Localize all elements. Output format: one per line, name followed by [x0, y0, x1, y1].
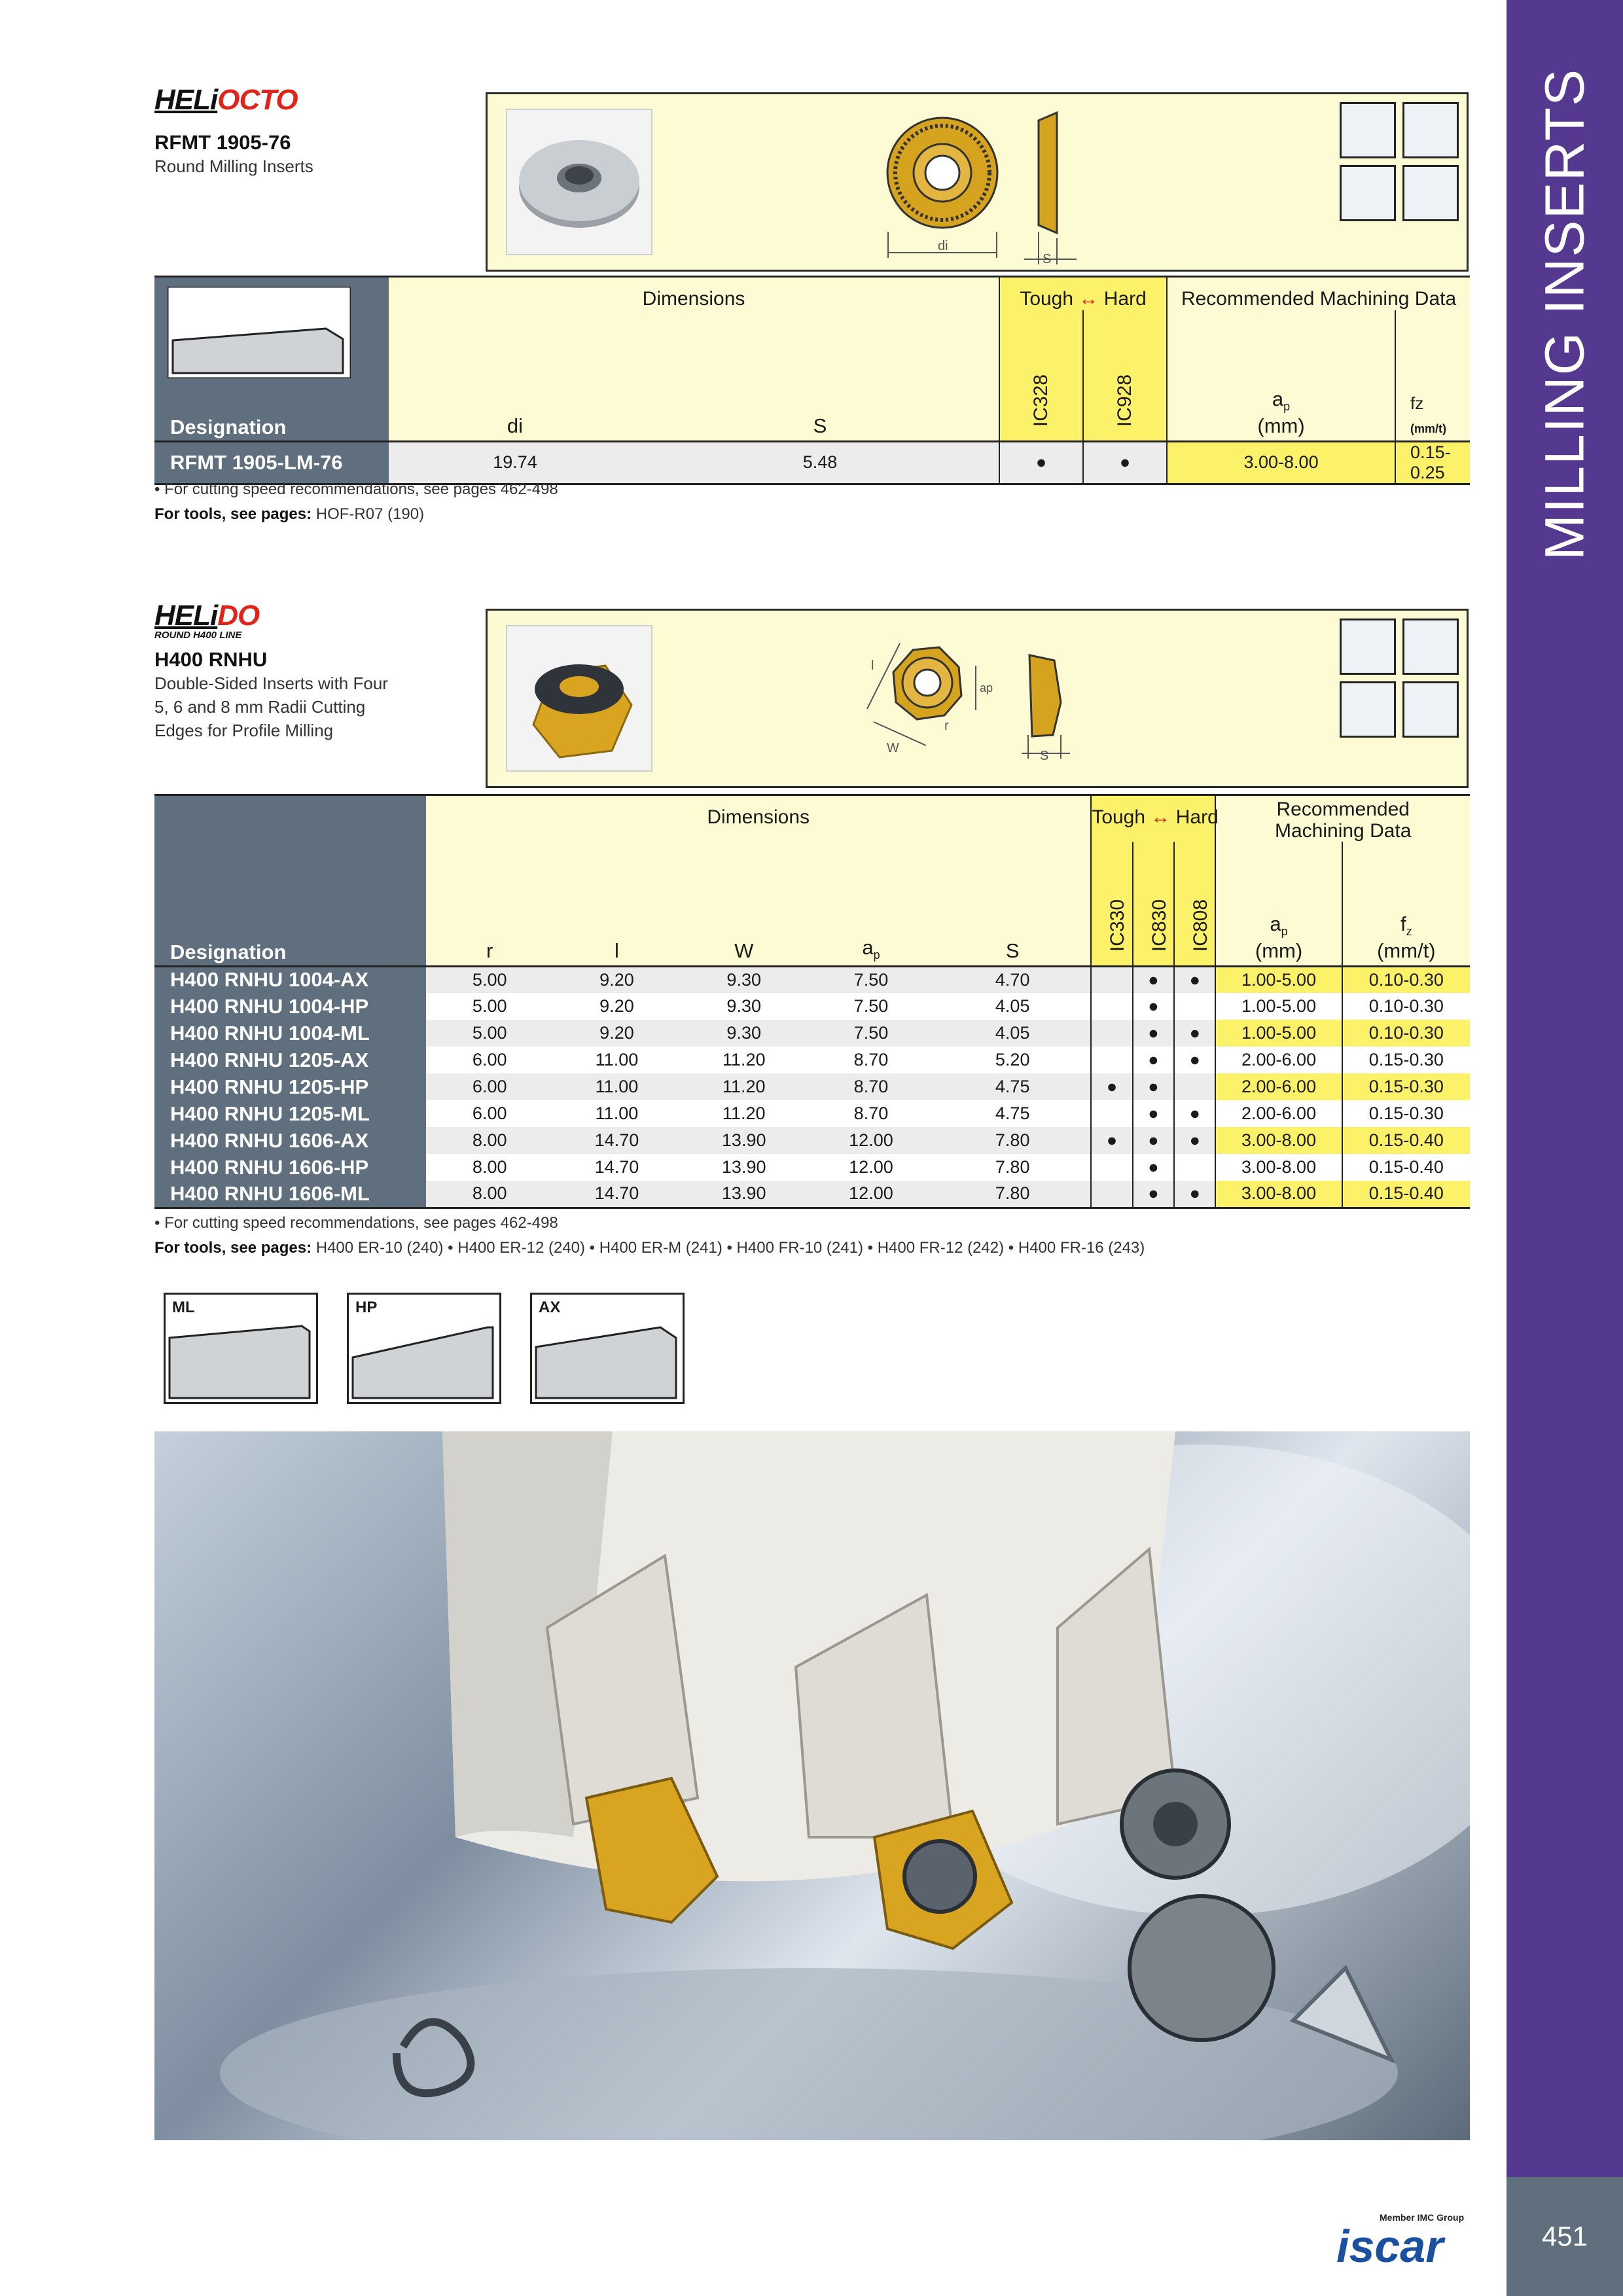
- tools-reference: For tools, see pages: HOF-R07 (190): [154, 505, 425, 523]
- grade-ic808: IC808: [1174, 842, 1215, 966]
- cell-fz: 0.10-0.30: [1342, 993, 1470, 1020]
- cell-r: 5.00: [426, 1020, 553, 1047]
- product-code: RFMT 1905-76: [154, 131, 291, 154]
- machining-data-header: Recommended Machining Data: [1167, 277, 1470, 311]
- col-fz: $f_z$ (mm/t): [1342, 842, 1470, 966]
- col-fz: fz (mm/t): [1395, 310, 1470, 441]
- toughness-scale-header: Tough ↔ Hard: [1091, 795, 1215, 842]
- cell-rap: 3.00-8.00: [1215, 1127, 1342, 1154]
- insert-picture-panel: [486, 609, 1469, 788]
- table-row: [154, 1127, 1470, 1154]
- cell-l: 14.70: [553, 1154, 680, 1181]
- col-r: r: [426, 842, 553, 966]
- cell-r: 6.00: [426, 1073, 553, 1100]
- cell-g2: ●: [1133, 1127, 1174, 1154]
- cell-designation: H400 RNHU 1004-ML: [154, 1020, 426, 1047]
- cell-fz: 0.15-0.30: [1342, 1100, 1470, 1127]
- col-di: di: [389, 310, 641, 441]
- face-milling-application-icon: [1340, 681, 1396, 738]
- cell-s: 4.75: [935, 1073, 1091, 1100]
- cell-rap: 3.00-8.00: [1215, 1181, 1342, 1208]
- cell-g2: ●: [1133, 1181, 1174, 1208]
- cell-g1: ●: [1091, 1073, 1132, 1100]
- col-ap: $a_p$ (mm): [1167, 310, 1395, 441]
- cell-fz: 0.10-0.30: [1342, 1020, 1470, 1047]
- cell-ap: 7.50: [808, 993, 935, 1020]
- cell-s: 4.75: [935, 1100, 1091, 1127]
- table-row: [154, 1047, 1470, 1073]
- cell-g1: [1091, 1154, 1132, 1181]
- cell-l: 9.20: [553, 993, 680, 1020]
- cell-g3: [1174, 1154, 1215, 1181]
- cell-g2: ●: [1133, 1154, 1174, 1181]
- cell-g1: [1091, 1020, 1132, 1047]
- svg-text:S: S: [1040, 749, 1049, 763]
- cell-designation: H400 RNHU 1004-AX: [154, 966, 426, 993]
- cell-rap: 2.00-6.00: [1215, 1100, 1342, 1127]
- cell-rap: 2.00-6.00: [1215, 1047, 1342, 1073]
- cell-w: 13.90: [681, 1181, 808, 1208]
- insert-technical-drawing: [867, 107, 1116, 264]
- cell-designation: H400 RNHU 1205-HP: [154, 1073, 426, 1100]
- machining-data-header: Recommended Machining Data: [1215, 795, 1470, 842]
- cell-l: 14.70: [553, 1181, 680, 1208]
- cell-designation: H400 RNHU 1606-ML: [154, 1181, 426, 1208]
- designation-header: Designation: [154, 795, 426, 967]
- rfmt-spec-table: [154, 276, 1470, 485]
- cell-l: 9.20: [553, 1020, 680, 1047]
- cutting-speed-note: • For cutting speed recommendations, see pages 462-498: [154, 480, 558, 498]
- table-row: [154, 1020, 1470, 1047]
- section-title: MILLING INSERTS: [1533, 68, 1596, 560]
- profile-ml: ML: [164, 1293, 318, 1404]
- cell-r: 5.00: [426, 993, 553, 1020]
- brand-helido-logo: HELiDO: [154, 600, 260, 632]
- cell-g3: ●: [1174, 1127, 1215, 1154]
- cell-g1: [1091, 966, 1132, 993]
- cell-g2: ●: [1133, 966, 1174, 993]
- cell-r: 8.00: [426, 1181, 553, 1208]
- cell-fz: 0.15-0.30: [1342, 1047, 1470, 1073]
- cell-ap: 12.00: [808, 1127, 935, 1154]
- cell-fz: 0.15-0.40: [1342, 1154, 1470, 1181]
- cutting-speed-note: • For cutting speed recommendations, see pages 462-498: [154, 1214, 558, 1232]
- svg-text:S: S: [1043, 252, 1052, 264]
- cell-g2: ●: [1133, 1073, 1174, 1100]
- cell-r: 8.00: [426, 1154, 553, 1181]
- cell-g3: ●: [1174, 1181, 1215, 1208]
- table-row: [154, 1100, 1470, 1127]
- svg-text:ap: ap: [980, 681, 993, 694]
- cell-rap: 1.00-5.00: [1215, 993, 1342, 1020]
- insert-photo: [506, 625, 652, 772]
- cell-r: 5.00: [426, 966, 553, 993]
- table-row: [154, 993, 1470, 1020]
- table-row: [154, 966, 1470, 993]
- cell-r: 6.00: [426, 1047, 553, 1073]
- cell-ap: 7.50: [808, 966, 935, 993]
- svg-text:r: r: [944, 719, 949, 733]
- col-ap: $a_p$ (mm): [1215, 842, 1342, 966]
- cell-l: 11.00: [553, 1047, 680, 1073]
- page-number: 451: [1507, 2177, 1623, 2296]
- cell-l: 11.00: [553, 1073, 680, 1100]
- insert-photo: [506, 109, 652, 255]
- svg-text:W: W: [887, 741, 899, 755]
- cell-g3: ●: [1174, 1100, 1215, 1127]
- cell-ap: 8.70: [808, 1100, 935, 1127]
- grade-ic330: IC330: [1091, 842, 1132, 966]
- cell-g3: ●: [1174, 1047, 1215, 1073]
- table-row: [154, 1154, 1470, 1181]
- profile-drawing-icon: [168, 287, 351, 378]
- cell-s: 7.80: [935, 1154, 1091, 1181]
- cell-w: 11.20: [681, 1047, 808, 1073]
- cell-s: 4.05: [935, 1020, 1091, 1047]
- cell-designation: H400 RNHU 1205-AX: [154, 1047, 426, 1073]
- cell-w: 11.20: [681, 1073, 808, 1100]
- h400-rows: [154, 966, 1470, 1208]
- cell-s: 4.05: [935, 993, 1091, 1020]
- cell-s: 7.80: [935, 1127, 1091, 1154]
- dimensions-header: Dimensions: [389, 277, 999, 311]
- table-row: [154, 1073, 1470, 1100]
- face-milling-application-icon: [1402, 102, 1459, 158]
- product-description: Double-Sided Inserts with Four 5, 6 and 8 mm Radii Cutting Edges for Profile Milling: [154, 673, 388, 740]
- cell-designation: H400 RNHU 1004-HP: [154, 993, 426, 1020]
- cell-w: 9.30: [681, 966, 808, 993]
- profile-ax: AX: [530, 1293, 685, 1404]
- cell-s: 5.20: [935, 1047, 1091, 1073]
- cell-fz: 0.15-0.30: [1342, 1073, 1470, 1100]
- cell-rap: 2.00-6.00: [1215, 1073, 1342, 1100]
- cell-g2: ●: [1133, 1047, 1174, 1073]
- cell-w: 9.30: [681, 993, 808, 1020]
- cell-s: 4.70: [935, 966, 1091, 993]
- profile-hp: HP: [347, 1293, 501, 1404]
- grade-ic328: IC328: [999, 310, 1083, 441]
- cell-g2: ●: [1133, 1020, 1174, 1047]
- h400-spec-table: [154, 794, 1470, 1209]
- milling-cutter-photo: [154, 1431, 1470, 2140]
- cell-g1: ●: [1091, 1127, 1132, 1154]
- cell-r: 8.00: [426, 1127, 553, 1154]
- cell-ap: 7.50: [808, 1020, 935, 1047]
- cell-rap: 1.00-5.00: [1215, 1020, 1342, 1047]
- toughness-scale-header: Tough ↔ Hard: [999, 277, 1167, 311]
- cell-w: 11.20: [681, 1100, 808, 1127]
- grade-ic928: IC928: [1083, 310, 1167, 441]
- ramping-application-icon: [1340, 102, 1396, 158]
- shoulder-application-icon: [1402, 681, 1459, 738]
- profiling-application-icon: [1340, 165, 1396, 221]
- cell-ap: 8.70: [808, 1047, 935, 1073]
- dimensions-header: Dimensions: [426, 795, 1091, 842]
- cell-designation: H400 RNHU 1606-HP: [154, 1154, 426, 1181]
- grade-ic830: IC830: [1133, 842, 1174, 966]
- cell-fz: 0.10-0.30: [1342, 966, 1470, 993]
- table-row: RFMT 1905-LM-76 19.74 5.48 ● ● 3.00-8.00 0.15-0.25: [154, 441, 1470, 484]
- cell-g1: [1091, 1100, 1132, 1127]
- cell-w: 13.90: [681, 1127, 808, 1154]
- shoulder-application-icon: [1402, 165, 1459, 221]
- insert-picture-panel: [486, 92, 1469, 272]
- cell-g1: [1091, 993, 1132, 1020]
- cell-l: 9.20: [553, 966, 680, 993]
- cell-w: 13.90: [681, 1154, 808, 1181]
- logo-member-text: Member IMC Group: [1380, 2212, 1465, 2223]
- table-row: [154, 1181, 1470, 1208]
- cell-g3: ●: [1174, 966, 1215, 993]
- slotting-application-icon: [1402, 619, 1459, 675]
- cell-g2: ●: [1133, 993, 1174, 1020]
- svg-text:di: di: [938, 239, 948, 253]
- cell-rap: 3.00-8.00: [1215, 1154, 1342, 1181]
- cell-designation: H400 RNHU 1606-AX: [154, 1127, 426, 1154]
- cell-fz: 0.15-0.40: [1342, 1127, 1470, 1154]
- cell-l: 11.00: [553, 1100, 680, 1127]
- cell-fz: 0.15-0.40: [1342, 1181, 1470, 1208]
- cell-g3: ●: [1174, 1020, 1215, 1047]
- iscar-logo: iscar: [1336, 2221, 1444, 2272]
- col-w: W: [681, 842, 808, 966]
- col-s: S: [935, 842, 1091, 966]
- cell-s: 7.80: [935, 1181, 1091, 1208]
- cell-l: 14.70: [553, 1127, 680, 1154]
- col-l: l: [553, 842, 680, 966]
- cell-g2: ●: [1133, 1100, 1174, 1127]
- cell-g1: [1091, 1047, 1132, 1073]
- col-s: S: [641, 310, 999, 441]
- cell-ap: 8.70: [808, 1073, 935, 1100]
- cell-rap: 1.00-5.00: [1215, 966, 1342, 993]
- cell-ap: 12.00: [808, 1181, 935, 1208]
- brand-sub-line: ROUND H400 LINE: [154, 630, 242, 641]
- cell-g3: [1174, 1073, 1215, 1100]
- cell-designation: H400 RNHU 1205-ML: [154, 1100, 426, 1127]
- profiling-application-icon: [1340, 619, 1396, 675]
- col-ap-dim: $a_p$: [808, 842, 935, 966]
- insert-technical-drawing: [828, 624, 1142, 781]
- tools-reference: For tools, see pages: H400 ER-10 (240) • H400 ER-12 (240) • H400 ER-M (241) • H400 FR-10 (241) • H400 FR-12 (242) • H400 FR-16 (243): [154, 1239, 1145, 1257]
- cell-ap: 12.00: [808, 1154, 935, 1181]
- cell-w: 9.30: [681, 1020, 808, 1047]
- product-code: H400 RNHU: [154, 648, 268, 671]
- cell-g1: [1091, 1181, 1132, 1208]
- cell-r: 6.00: [426, 1100, 553, 1127]
- svg-text:l: l: [871, 658, 874, 673]
- brand-heliocto-logo: HELiOCTO: [154, 84, 298, 116]
- product-description: Round Milling Inserts: [154, 156, 313, 176]
- designation-header: Designation: [154, 277, 389, 442]
- cell-g3: [1174, 993, 1215, 1020]
